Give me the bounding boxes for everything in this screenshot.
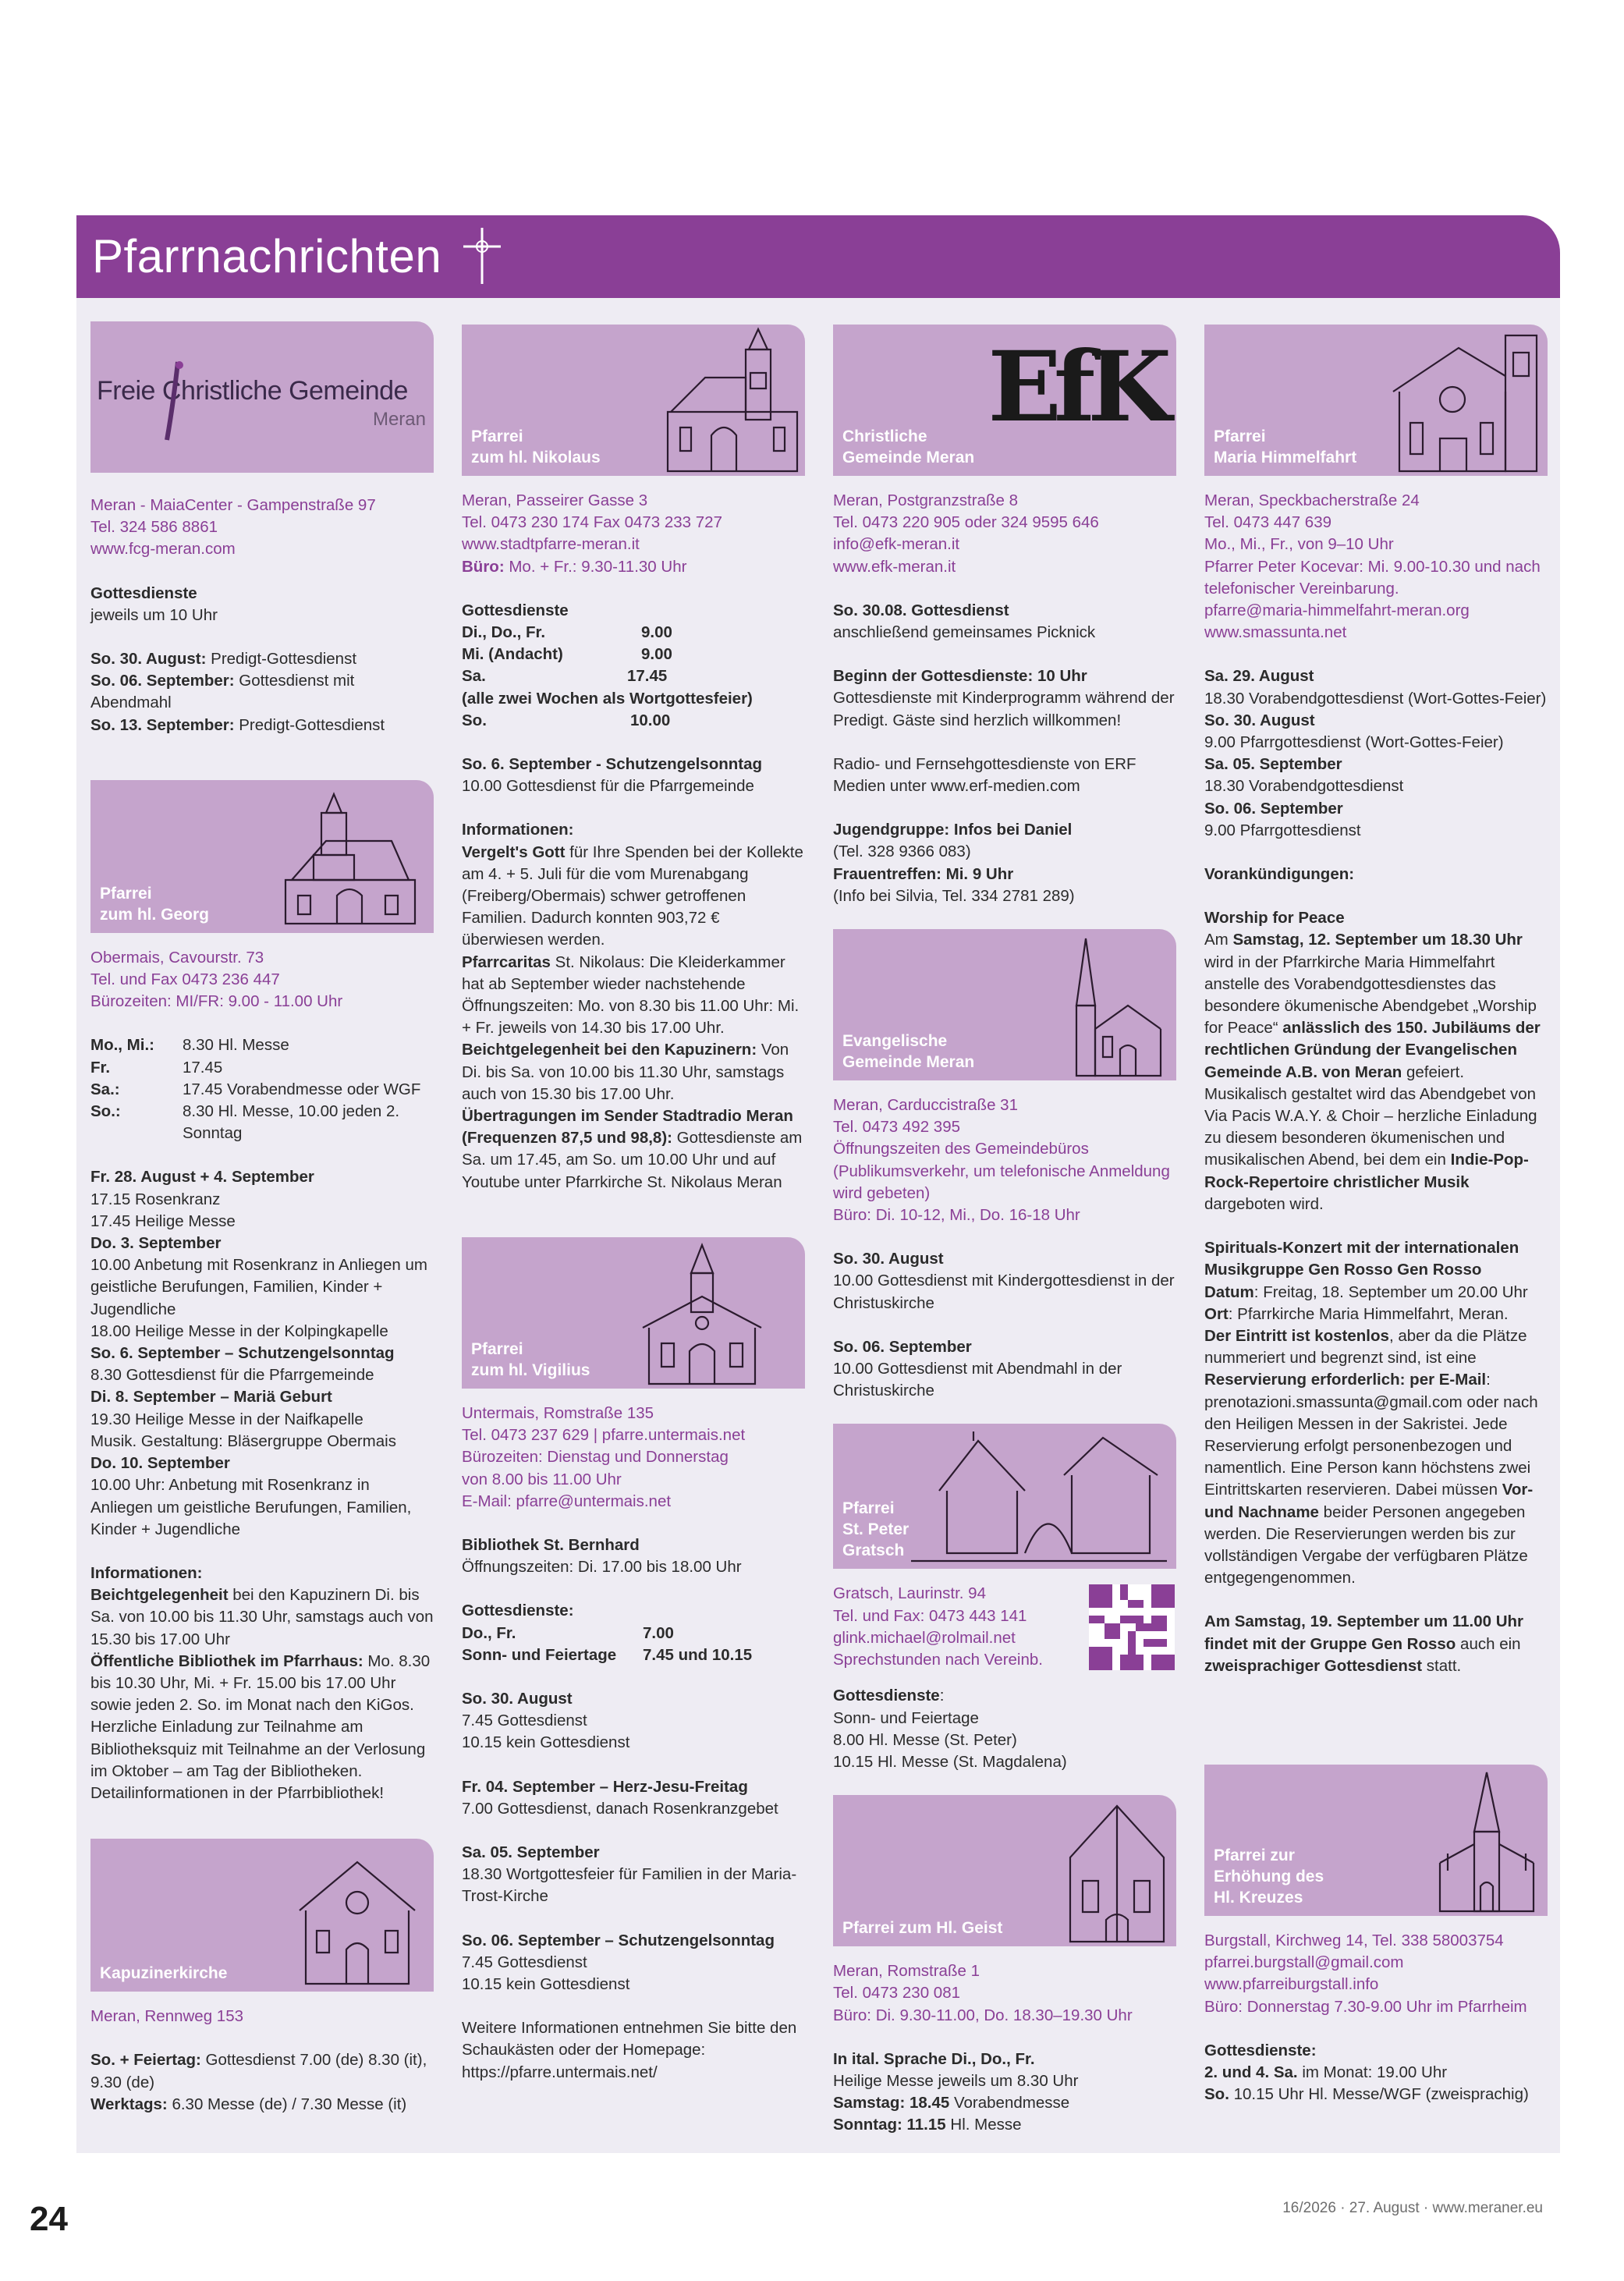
cross-icon — [459, 226, 505, 286]
schedule-line: 10.15 kein Gottesdienst — [462, 1733, 630, 1752]
fcg-address: Meran - MaiaCenter - Gampenstraße 97 — [90, 496, 376, 514]
georg-card — [90, 780, 434, 933]
gratsch-line: 10.15 Hl. Messe (St. Magdalena) — [833, 1752, 1067, 1771]
kreuz-card-label: Pfarrei zur Erhöhung des Hl. Kreuzes — [1214, 1846, 1324, 1907]
church-kapuziner-illustration — [295, 1856, 420, 1987]
nikolaus-info-item: Beichtgelegenheit bei den Kapuzinern: Von Di. bis Sa. von 10.00 bis 11.30 Uhr, samstags auch von 15.30 bis 17.00 Uhr. — [462, 1041, 789, 1103]
schedule-line: 8.30 Gottesdienst für die Pfarrgemeinde — [90, 1366, 374, 1385]
column-3 — [819, 298, 1175, 2137]
church-kreuz-illustration — [1432, 1769, 1541, 1914]
efk-info — [833, 490, 1176, 907]
georg-schedule — [90, 1166, 434, 1540]
georg-info-item: Herzliche Einladung zur Teilnahme am Bibliotheksquiz mit Teilnahme an der Verlosung im Oktober – am Tag der Bibliotheken. Detailinformationen in der Pfarrbibliothek! — [90, 1718, 426, 1802]
himmelfahrt-card-label: Pfarrei Maria Himmelfahrt — [1214, 427, 1357, 466]
himmelfahrt-schedule — [1204, 665, 1548, 842]
nikolaus-sunday-title: So. 6. September - Schutzengelsonntag — [462, 755, 763, 774]
schedule-line: Musik. Gestaltung: Bläsergruppe Obermais — [90, 1431, 396, 1450]
inline-text: Spirituals-Konzert mit der internationalen Musikgruppe Gen Rosso Gen Rosso — [1204, 1239, 1519, 1279]
schedule-line: Fr. 04. September – Herz-Jesu-Freitag — [462, 1777, 748, 1796]
inline-text: wird in der Pfarrkirche Maria Himmelfahrt anstelle des Vorabendgottesdienstes das besondere ökumenische Abendgebet „Worship for Peace“ — [1204, 952, 1537, 1038]
kapuziner-item: Werktags: 6.30 Messe (de) / 7.30 Messe (it) — [90, 2095, 407, 2113]
schedule-line: Frauentreffen: Mi. 9 Uhr — [833, 864, 1014, 883]
content-panel — [76, 298, 1560, 2153]
kreuz-info — [1204, 1930, 1548, 2105]
georg-office-hours: Bürozeiten: MI/FR: 9.00 - 11.00 Uhr — [90, 992, 343, 1011]
schedule-line: (Tel. 328 9366 083) — [833, 843, 971, 861]
vigilius-office-days: Bürozeiten: Dienstag und Donnerstag — [462, 1448, 729, 1467]
nikolaus-info-item: Pfarrcaritas St. Nikolaus: Die Kleiderkammer hat ab September wieder nachstehende Öffnungszeiten: Mo. von 8.30 bis 11.00 Uhr: Mi. + Fr. jeweils von 14.30 bis 17.00 Uhr. — [462, 952, 800, 1038]
inline-text: Der Eintritt ist kostenlos — [1204, 1326, 1389, 1345]
geist-phone: Tel. 0473 230 081 — [833, 1984, 960, 2003]
church-himmelfahrt-illustration — [1388, 329, 1541, 474]
kreuz-email[interactable]: pfarrei.burgstall@gmail.com — [1204, 1953, 1404, 1972]
schedule-line: Sa. 05. September — [1204, 755, 1342, 774]
schedule-line: 18.30 Wortgottesfeier für Familien in der Maria-Trost-Kirche — [462, 1865, 797, 1906]
schedule-line: So. 06. September — [833, 1337, 972, 1356]
fcg-logo-text: Freie Christliche Gemeinde — [97, 376, 408, 406]
schedule-line: So. 6. September – Schutzengelsonntag — [90, 1344, 395, 1363]
vigilius-phone[interactable]: Tel. 0473 237 629 | pfarre.untermais.net — [462, 1426, 746, 1445]
geist-italian-text: Heilige Messe jeweils um 8.30 Uhr — [833, 2071, 1079, 2090]
vigilius-schedule — [462, 1688, 805, 2084]
kapuziner-info — [90, 2006, 434, 2116]
himmelfahrt-pastor: Pfarrer Peter Kocevar: Mi. 9.00-10.30 und nach telefonischer Vereinbarung. — [1204, 557, 1541, 598]
fcg-item: So. 06. September: Gottesdienst mit Abendmahl — [90, 672, 355, 712]
vigilius-card-label: Pfarrei zum hl. Vigilius — [471, 1339, 590, 1379]
kapuziner-item: So. + Feiertag: Gottesdienst 7.00 (de) 8.30 (it), 9.30 (de) — [90, 2051, 427, 2091]
fcg-logo-card — [90, 321, 434, 473]
efk-card-label: Christliche Gemeinde Meran — [842, 427, 975, 466]
kreuz-website-link[interactable]: www.pfarreiburgstall.info — [1204, 1975, 1379, 1994]
schedule-line: 10.15 kein Gottesdienst — [462, 1974, 630, 1993]
efk-logo: EfK — [988, 331, 1164, 444]
schedule-line: Jugendgruppe: Infos bei Daniel — [833, 821, 1073, 839]
kreuz-office-hours: Büro: Donnerstag 7.30-9.00 Uhr im Pfarrheim — [1204, 1997, 1527, 2016]
schedule-line: So. 30. August — [833, 1250, 944, 1268]
himmelfahrt-email[interactable]: pfarre@maria-himmelfahrt-meran.org — [1204, 601, 1470, 620]
inline-text: Ort — [1204, 1304, 1229, 1323]
himmelfahrt-card — [1204, 325, 1548, 476]
inline-text: dargeboten wird. — [1204, 1194, 1324, 1213]
efk-email[interactable]: info@efk-meran.it — [833, 535, 960, 554]
schedule-line: 9.00 Pfarrgottesdienst — [1204, 821, 1361, 839]
inline-text: Datum — [1204, 1282, 1254, 1301]
fcg-services-time: jeweils um 10 Uhr — [90, 605, 218, 624]
evang-phone: Tel. 0473 492 395 — [833, 1118, 960, 1137]
nikolaus-service-row: Gottesdienste — [462, 601, 569, 619]
himmelfahrt-office-hours: Mo., Mi., Fr., von 9–10 Uhr — [1204, 535, 1394, 554]
vigilius-library-title: Bibliothek St. Bernhard — [462, 1535, 640, 1554]
page-number: 24 — [30, 2200, 68, 2238]
georg-time-row: Fr. 17.45 — [90, 1058, 223, 1077]
gratsch-card — [833, 1424, 1176, 1569]
nikolaus-service-row: Mi. (Andacht) 9.00 — [462, 645, 672, 664]
schedule-line: Sa. 29. August — [1204, 667, 1314, 686]
final-text — [1204, 1611, 1548, 1677]
nikolaus-service-row: Di., Do., Fr. 9.00 — [462, 623, 672, 642]
schedule-line: Sa. 05. September — [462, 1843, 600, 1861]
geist-office-hours: Büro: Di. 9.30-11.00, Do. 18.30–19.30 Uhr — [833, 2006, 1133, 2024]
inline-text: anlässlich des 150. Jubiläums der rechtlichen Gründung der Evangelischen Gemeinde A.B. von Meran — [1204, 1019, 1541, 1081]
inline-text: auch ein — [1456, 1634, 1521, 1653]
inline-text: Samstag, 12. September um 18.30 Uhr — [1232, 931, 1523, 949]
nikolaus-address: Meran, Passeirer Gasse 3 — [462, 491, 648, 509]
vigilius-card — [462, 1237, 805, 1389]
kapuziner-address: Meran, Rennweg 153 — [90, 2007, 244, 2026]
church-nikolaus-illustration — [665, 326, 800, 474]
nikolaus-info-item: Übertragungen im Sender Stadtradio Meran (Frequenzen 87,5 und 98,8): Gottesdienste am Sa. um 17.45, am So. um 10.00 Uhr und auf Youtube unter Pfarrkirche St. Nikolaus Meran — [462, 1107, 803, 1191]
schedule-line: 10.00 Uhr: Anbetung mit Rosenkranz in Anliegen um geistliche Berufungen, Familien, Kinder + Jugendliche — [90, 1476, 412, 1538]
schedule-line: Weitere Informationen entnehmen Sie bitte den Schaukästen oder der Homepage: https://pfarre.untermais.net/ — [462, 2019, 797, 2081]
schedule-line: 17.45 Heilige Messe — [90, 1211, 236, 1230]
kreuz-card — [1204, 1765, 1548, 1916]
schedule-line: 9.00 Pfarrgottesdienst (Wort-Gottes-Feier) — [1204, 733, 1504, 752]
inline-text: zweisprachiger Gottesdienst — [1204, 1656, 1423, 1675]
himmelfahrt-announce-title: Vorankündigungen: — [1204, 865, 1355, 884]
nikolaus-website-link[interactable]: www.stadtpfarre-meran.it — [462, 535, 640, 554]
gratsch-line: Sonn- und Feiertage — [833, 1708, 979, 1727]
evang-card-label: Evangelische Gemeinde Meran — [842, 1032, 975, 1072]
fcg-services-title: Gottesdienste — [90, 584, 197, 602]
himmelfahrt-website-link[interactable]: www.smassunta.net — [1204, 623, 1347, 642]
georg-time-row: Sa.: 17.45 Vorabendmesse oder WGF — [90, 1080, 421, 1098]
nikolaus-service-row: Sa. 17.45 — [462, 667, 668, 686]
nikolaus-info-item: Vergelt's Gott für Ihre Spenden bei der Kollekte am 4. + 5. Juli für die vom Murenabgang (Freiberg/Obermais) schwer getroffenen Familien. Dadurch konnten 903,72 € überwiesen werden. — [462, 843, 803, 949]
schedule-line: 17.15 Rosenkranz — [90, 1190, 221, 1208]
schedule-line: So. 30. August — [462, 1689, 573, 1708]
gratsch-info — [833, 1583, 1176, 1773]
inline-text: , aber da die Plätze nummeriert und begrenzt sind, ist eine — [1204, 1326, 1527, 1368]
schedule-line: So. 06. September – Schutzengelsonntag — [462, 1931, 775, 1949]
vigilius-library-hours: Öffnungszeiten: Di. 17.00 bis 18.00 Uhr — [462, 1558, 742, 1577]
church-georg-illustration — [275, 786, 421, 927]
himmelfahrt-phone: Tel. 0473 447 639 — [1204, 513, 1331, 532]
schedule-line: Do. 3. September — [90, 1234, 222, 1253]
schedule-line: 7.45 Gottesdienst — [462, 1953, 587, 1971]
worship-title: Worship for Peace — [1204, 909, 1345, 928]
georg-info — [90, 947, 434, 1804]
inline-text: Am — [1204, 931, 1233, 949]
gratsch-email[interactable]: glink.michael@rolmail.net — [833, 1628, 1016, 1647]
qr-code-icon[interactable] — [1089, 1584, 1175, 1670]
inline-text: : Pfarrkirche Maria Himmelfahrt, Meran. — [1228, 1304, 1509, 1323]
gratsch-address: Gratsch, Laurinstr. 94 — [833, 1584, 986, 1603]
schedule-line: 10.00 Gottesdienst mit Abendmahl in der Christuskirche — [833, 1360, 1122, 1400]
gratsch-consultation: Sprechstunden nach Vereinb. — [833, 1651, 1043, 1669]
geist-address: Meran, Romstraße 1 — [833, 1962, 980, 1981]
fcg-item: So. 30. August: Predigt-Gottesdienst — [90, 650, 357, 669]
nikolaus-card-label: Pfarrei zum hl. Nikolaus — [471, 427, 601, 466]
evang-opening-note: Öffnungszeiten des Gemeindebüros (Publikumsverkehr, um telefonische Anmeldung wird gebeten) — [833, 1140, 1170, 1202]
georg-time-row: Mo., Mi.: 8.30 Hl. Messe — [90, 1036, 289, 1055]
georg-info-item: Öffentliche Bibliothek im Pfarrhaus: Mo. 8.30 bis 10.30 Uhr, Mi. + Fr. 15.00 bis 17.00 Uhr sowie jeden 2. So. im Monat nach den KiGos. — [90, 1651, 431, 1715]
geist-item: Sonntag: 11.15 Hl. Messe — [833, 2116, 1022, 2134]
church-vigilius-illustration — [640, 1242, 764, 1387]
gratsch-card-label: Pfarrei St. Peter Gratsch — [842, 1499, 910, 1560]
fcg-website-link[interactable]: www.fcg-meran.com — [90, 540, 236, 559]
georg-info-item: Beichtgelegenheit bei den Kapuzinern Di. bis Sa. von 10.00 bis 11.30 Uhr, samstags auch von 15.30 bis 17.00 Uhr — [90, 1586, 434, 1648]
schedule-line: Do. 10. September — [90, 1454, 230, 1473]
georg-address: Obermais, Cavourstr. 73 — [90, 948, 264, 967]
evang-office-hours: Büro: Di. 10-12, Mi., Do. 16-18 Uhr — [833, 1206, 1080, 1225]
schedule-line: Gottesdienste mit Kinderprogramm während der Predigt. Gäste sind herzlich willkommen! — [833, 689, 1175, 729]
schedule-line: Di. 8. September – Mariä Geburt — [90, 1388, 332, 1407]
vigilius-address: Untermais, Romstraße 135 — [462, 1403, 654, 1422]
nikolaus-service-row: So. 10.00 — [462, 711, 671, 729]
church-gratsch-illustration — [908, 1428, 1170, 1564]
issue-info: 16/2026 · 27. August · www.meraner.eu — [1282, 2200, 1543, 2216]
fcg-logo-subtitle: Meran — [372, 409, 426, 430]
kreuz-item: So. 10.15 Uhr Hl. Messe/WGF (zweisprachig) — [1204, 2085, 1529, 2104]
inline-text: Vor- und Nachname — [1204, 1481, 1534, 1521]
evang-info — [833, 1094, 1176, 1402]
schedule-line: Radio- und Fernsehgottesdienste von ERF Medien unter www.erf-medien.com — [833, 754, 1136, 796]
kreuz-services-title: Gottesdienste: — [1204, 2041, 1317, 2059]
georg-phone: Tel. und Fax 0473 236 447 — [90, 970, 280, 989]
section-title: Pfarrnachrichten — [92, 230, 442, 282]
nikolaus-phone: Tel. 0473 230 174 Fax 0473 233 727 — [462, 513, 722, 532]
schedule-line: Fr. 28. August + 4. September — [90, 1168, 314, 1187]
inline-text: : Freitag, 18. September um 20.00 Uhr — [1253, 1282, 1528, 1301]
schedule-line: 7.00 Gottesdienst, danach Rosenkranzgebet — [462, 1799, 778, 1818]
evang-address: Meran, Carduccistraße 31 — [833, 1096, 1018, 1115]
efk-website-link[interactable]: www.efk-meran.it — [833, 557, 956, 576]
inline-text: statt. — [1422, 1656, 1462, 1675]
fcg-phone: Tel. 324 586 8861 — [90, 518, 218, 537]
column-1 — [76, 298, 434, 2116]
fcg-item: So. 13. September: Predigt-Gottesdienst — [90, 715, 385, 734]
vigilius-services-title: Gottesdienste: — [462, 1602, 574, 1620]
geist-item: Samstag: 18.45 Vorabendmesse — [833, 2094, 1070, 2112]
column-2 — [448, 298, 803, 2084]
schedule-line: So. 30.08. Gottesdienst — [833, 601, 1009, 619]
vigilius-service-row: Sonn- und Feiertage 7.45 und 10.15 — [462, 1645, 753, 1664]
efk-schedule — [833, 600, 1176, 907]
nikolaus-card — [462, 325, 805, 476]
kapuziner-card-label: Kapuzinerkirche — [100, 1964, 228, 1983]
fcg-cross-logo-icon — [161, 359, 187, 442]
schedule-line: 18.30 Vorabendgottesdienst — [1204, 777, 1404, 796]
nikolaus-info — [462, 490, 805, 1194]
vigilius-office-hours: von 8.00 bis 11.00 Uhr — [462, 1470, 622, 1488]
schedule-line: 18.00 Heilige Messe in der Kolpingkapelle — [90, 1321, 388, 1340]
efk-address: Meran, Postgranzstraße 8 — [833, 491, 1018, 509]
concert-text — [1204, 1237, 1548, 1589]
gratsch-services-title: Gottesdienste: — [833, 1687, 945, 1705]
church-geist-illustration — [1067, 1803, 1167, 1945]
himmelfahrt-address: Meran, Speckbacherstraße 24 — [1204, 491, 1420, 509]
vigilius-service-row: Do., Fr. 7.00 — [462, 1623, 674, 1642]
section-banner — [76, 215, 1560, 298]
nikolaus-office-hours: Büro: Mo. + Fr.: 9.30-11.30 Uhr — [462, 557, 687, 576]
geist-info — [833, 1960, 1176, 2136]
efk-card — [833, 325, 1176, 476]
schedule-line: 7.45 Gottesdienst — [462, 1712, 587, 1730]
geist-card-label: Pfarrei zum Hl. Geist — [842, 1919, 1003, 1938]
schedule-line: 10.00 Anbetung mit Rosenkranz in Anliegen um geistliche Berufungen, Familien, Kinder + Jugendliche — [90, 1256, 427, 1318]
schedule-line: 18.30 Vorabendgottesdienst (Wort-Gottes-Feier) — [1204, 689, 1547, 708]
schedule-line: anschließend gemeinsames Picknick — [833, 623, 1096, 642]
vigilius-info — [462, 1403, 805, 2084]
schedule-line: 19.30 Heilige Messe in der Naifkapelle — [90, 1410, 363, 1428]
schedule-line: Beginn der Gottesdienste: 10 Uhr — [833, 667, 1087, 686]
geist-italian-title: In ital. Sprache Di., Do., Fr. — [833, 2049, 1035, 2068]
column-4 — [1190, 298, 1547, 2105]
fcg-info — [90, 495, 434, 736]
nikolaus-service-row: (alle zwei Wochen als Wortgottesfeier) — [462, 689, 753, 708]
efk-phone: Tel. 0473 220 905 oder 324 9595 646 — [833, 513, 1099, 532]
inline-text: Indie-Pop-Rock-Repertoire christlicher Musik — [1204, 1151, 1529, 1191]
georg-info-title: Informationen: — [90, 1563, 203, 1582]
kreuz-address: Burgstall, Kirchweg 14, Tel. 338 58003754 — [1204, 1931, 1504, 1949]
georg-card-label: Pfarrei zum hl. Georg — [100, 884, 210, 924]
geist-card — [833, 1795, 1176, 1946]
inline-text: gefeiert. Musikalisch gestaltet wird das Abendgebet von Via Pacis W.A.Y. & Choir – herzliche Einladung zu diesem besonderen ökumenischen und musikalischen Abend, bei dem ein — [1204, 1062, 1537, 1169]
schedule-line: 10.00 Gottesdienst mit Kindergottesdienst in der Christuskirche — [833, 1272, 1175, 1312]
evang-schedule — [833, 1248, 1176, 1402]
gratsch-line: 8.00 Hl. Messe (St. Peter) — [833, 1730, 1017, 1749]
inline-text: : prenotazioni.smassunta@gmail.com oder nach den Heiligen Messen in der Sakristei. Jede Reservierung erfolgt personenbezogen und namentlich. Eine Person kann höchstens zwei Eintrittskarten reservieren. Dabei müssen — [1204, 1371, 1538, 1499]
nikolaus-info-title: Informationen: — [462, 821, 574, 839]
nikolaus-sunday-text: 10.00 Gottesdienst für die Pfarrgemeinde — [462, 777, 754, 796]
evang-card — [833, 929, 1176, 1080]
church-evang-illustration — [1058, 935, 1167, 1079]
georg-time-row: So.: 8.30 Hl. Messe, 10.00 jeden 2. Sonntag — [90, 1102, 400, 1143]
kapuziner-card — [90, 1839, 434, 1992]
schedule-line: So. 30. August — [1204, 711, 1315, 729]
schedule-line: So. 06. September — [1204, 799, 1343, 818]
schedule-line: (Info bei Silvia, Tel. 334 2781 289) — [833, 886, 1075, 905]
worship-text — [1204, 929, 1548, 1215]
inline-text: beider Personen angegeben werden. Die Reservierungen werden bis zur vollständigen Vergabe der verfügbaren Plätze entgegengenommen. — [1204, 1502, 1528, 1587]
himmelfahrt-info — [1204, 490, 1548, 1677]
inline-text: Am Samstag, 19. September um 11.00 Uhr findet mit der Gruppe Gen Rosso — [1204, 1612, 1524, 1653]
vigilius-email[interactable]: E-Mail: pfarre@untermais.net — [462, 1492, 672, 1510]
kreuz-item: 2. und 4. Sa. im Monat: 19.00 Uhr — [1204, 2063, 1448, 2081]
inline-text: Reservierung erforderlich: per E-Mail — [1204, 1371, 1487, 1389]
gratsch-phone: Tel. und Fax: 0473 443 141 — [833, 1606, 1027, 1625]
